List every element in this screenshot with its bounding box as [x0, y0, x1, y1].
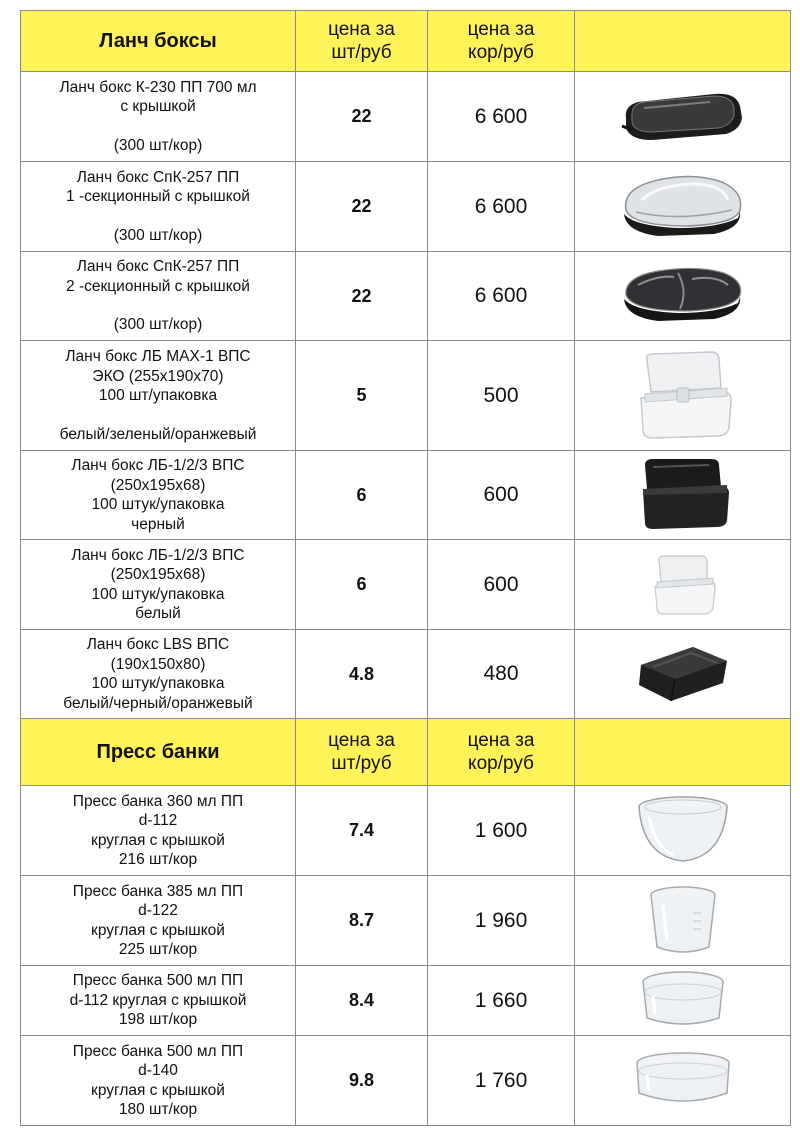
price-per-box-header-line: кор/руб — [468, 753, 534, 774]
black-lunchbox-lid-icon — [575, 84, 790, 150]
product-name-line: d-140 — [138, 1062, 178, 1079]
price-per-unit: 8.7 — [296, 876, 428, 966]
product-name — [21, 786, 296, 876]
product-name — [21, 72, 296, 162]
price-table — [20, 10, 791, 1126]
product-name-line: (250х195х68) — [110, 566, 206, 583]
product-name-line: Пресс банка 385 мл ПП — [72, 882, 244, 900]
price-per-box: 6 600 — [428, 162, 575, 252]
price-per-unit-header-line: шт/руб — [331, 42, 392, 63]
price-per-unit-header-line: цена за — [328, 19, 395, 40]
product-name-line: (300 шт/кор) — [113, 316, 203, 334]
price-per-box: 600 — [428, 540, 575, 630]
product-name — [21, 341, 296, 451]
table-row — [21, 1036, 791, 1126]
product-name-line: d-112 круглая с крышкой — [69, 991, 247, 1009]
table-row — [21, 630, 791, 719]
product-name-line: 1 -секционный с крышкой — [66, 188, 250, 206]
product-image — [575, 540, 791, 630]
product-name-line: 225 шт/кор — [118, 941, 198, 958]
price-per-box-header — [428, 11, 575, 72]
section-title-text: Ланч боксы — [99, 29, 217, 52]
clear-round-bowl-icon — [575, 793, 790, 869]
price-per-box: 1 600 — [428, 786, 575, 876]
product-image — [575, 630, 791, 719]
product-name — [21, 451, 296, 540]
price-per-unit-header — [296, 11, 428, 72]
product-image — [575, 451, 791, 540]
domed-lunchbox-1-section-icon — [575, 170, 790, 244]
table-row — [21, 162, 791, 252]
price-per-box: 1 660 — [428, 966, 575, 1036]
price-per-unit: 8.4 — [296, 966, 428, 1036]
product-name-line: (300 шт/кор) — [113, 136, 203, 154]
product-name-line: Ланч бокс ЛБ МАХ-1 ВПС — [65, 348, 251, 365]
product-name-line: круглая с крышкой — [91, 921, 225, 939]
price-per-unit-header-line: шт/руб — [331, 753, 392, 774]
product-name-line: 100 штук/упаковка — [91, 675, 225, 692]
table-row — [21, 876, 791, 966]
table-row — [21, 540, 791, 630]
product-name-line: круглая с крышкой — [91, 1081, 225, 1099]
clear-wide-tub-icon — [575, 1049, 790, 1113]
image-header-cell — [575, 719, 791, 786]
price-per-unit-header — [296, 719, 428, 786]
section-title — [21, 11, 296, 72]
white-foam-clamshell-icon — [575, 348, 790, 444]
price-per-box: 500 — [428, 341, 575, 451]
price-per-unit: 7.4 — [296, 786, 428, 876]
table-row — [21, 786, 791, 876]
white-foam-clamshell-small-icon — [575, 552, 790, 618]
price-per-unit: 6 — [296, 451, 428, 540]
product-name-line: черный — [131, 515, 185, 533]
black-foam-clamshell-icon — [575, 455, 790, 535]
price-per-unit: 22 — [296, 72, 428, 162]
blank-line — [27, 406, 289, 425]
product-name-line: d-112 — [138, 812, 178, 829]
product-image — [575, 876, 791, 966]
table-row — [21, 451, 791, 540]
table-row — [21, 341, 791, 451]
price-per-unit: 4.8 — [296, 630, 428, 719]
price-per-box: 480 — [428, 630, 575, 719]
price-per-box: 6 600 — [428, 72, 575, 162]
product-image — [575, 1036, 791, 1126]
product-name — [21, 966, 296, 1036]
price-per-box-header-line: цена за — [467, 19, 535, 40]
blank-line — [27, 207, 289, 226]
product-name — [21, 540, 296, 630]
product-image — [575, 72, 791, 162]
product-name-line: (300 шт/кор) — [113, 226, 203, 244]
price-per-box-header-line: кор/руб — [468, 42, 534, 63]
product-name-line: Ланч бокс ЛБ-1/2/3 ВПС — [71, 457, 245, 474]
clear-cup-icon — [575, 883, 790, 959]
product-name — [21, 630, 296, 719]
price-per-unit: 22 — [296, 162, 428, 252]
product-name-line: белый/черный/оранжевый — [63, 694, 253, 712]
domed-lunchbox-2-section-icon — [575, 263, 790, 329]
price-per-unit: 22 — [296, 252, 428, 341]
product-name-line: (250х195х68) — [110, 476, 206, 494]
table-row — [21, 252, 791, 341]
image-header-cell — [575, 11, 791, 72]
price-per-box-header-line: цена за — [467, 730, 535, 751]
product-name-line: Ланч бокс СпК-257 ПП — [76, 168, 240, 186]
price-per-unit-header-line: цена за — [328, 730, 395, 751]
product-name-line: Ланч бокс ЛБ-1/2/3 ВПС — [71, 546, 245, 564]
section-title-text: Пресс банки — [96, 740, 220, 763]
product-name-line: Ланч бокс LBS ВПС — [86, 636, 230, 653]
product-image — [575, 786, 791, 876]
price-per-box: 1 960 — [428, 876, 575, 966]
product-name-line: Ланч бокс СпК-257 ПП — [76, 258, 240, 276]
section-title — [21, 719, 296, 786]
product-name-line: 100 штук/упаковка — [91, 496, 225, 513]
product-name-line: 180 шт/кор — [118, 1101, 198, 1118]
price-per-unit: 5 — [296, 341, 428, 451]
price-per-box: 600 — [428, 451, 575, 540]
product-name — [21, 162, 296, 252]
table-row — [21, 966, 791, 1036]
black-foam-box-icon — [575, 639, 790, 709]
product-name-line: Пресс банка 500 мл ПП — [72, 972, 244, 990]
section-header — [21, 719, 791, 786]
product-name — [21, 1036, 296, 1126]
blank-line — [27, 117, 289, 136]
price-per-unit: 9.8 — [296, 1036, 428, 1126]
price-per-box: 1 760 — [428, 1036, 575, 1126]
product-name-line: 2 -секционный с крышкой — [66, 277, 250, 295]
product-name-line: (190х150х80) — [110, 655, 206, 673]
product-name-line: Пресс банка 500 мл ПП — [72, 1042, 244, 1060]
product-name-line: Пресс банка 360 мл ПП — [72, 792, 244, 810]
blank-line — [27, 296, 289, 315]
table-row — [21, 72, 791, 162]
product-name-line: белый/зеленый/оранжевый — [59, 425, 257, 443]
product-name-line: 216 шт/кор — [118, 851, 198, 868]
product-name-line: Ланч бокс К-230 ПП 700 мл — [59, 78, 257, 96]
product-name-line: круглая с крышкой — [91, 831, 225, 849]
product-image — [575, 162, 791, 252]
product-name-line: 100 штук/упаковка — [91, 585, 225, 603]
product-name — [21, 876, 296, 966]
product-name-line: d-122 — [138, 902, 178, 919]
product-name — [21, 252, 296, 341]
product-name-line: 198 шт/кор — [118, 1011, 198, 1029]
product-name-line: с крышкой — [120, 98, 196, 116]
price-per-unit: 6 — [296, 540, 428, 630]
product-image — [575, 341, 791, 451]
product-name-line: белый — [135, 605, 181, 622]
section-header — [21, 11, 791, 72]
product-image — [575, 966, 791, 1036]
product-image — [575, 252, 791, 341]
product-name-line: ЭКО (255х190х70) — [92, 367, 224, 385]
price-per-box: 6 600 — [428, 252, 575, 341]
product-name-line: 100 шт/упаковка — [98, 387, 218, 404]
price-per-box-header — [428, 719, 575, 786]
clear-tub-icon — [575, 968, 790, 1034]
